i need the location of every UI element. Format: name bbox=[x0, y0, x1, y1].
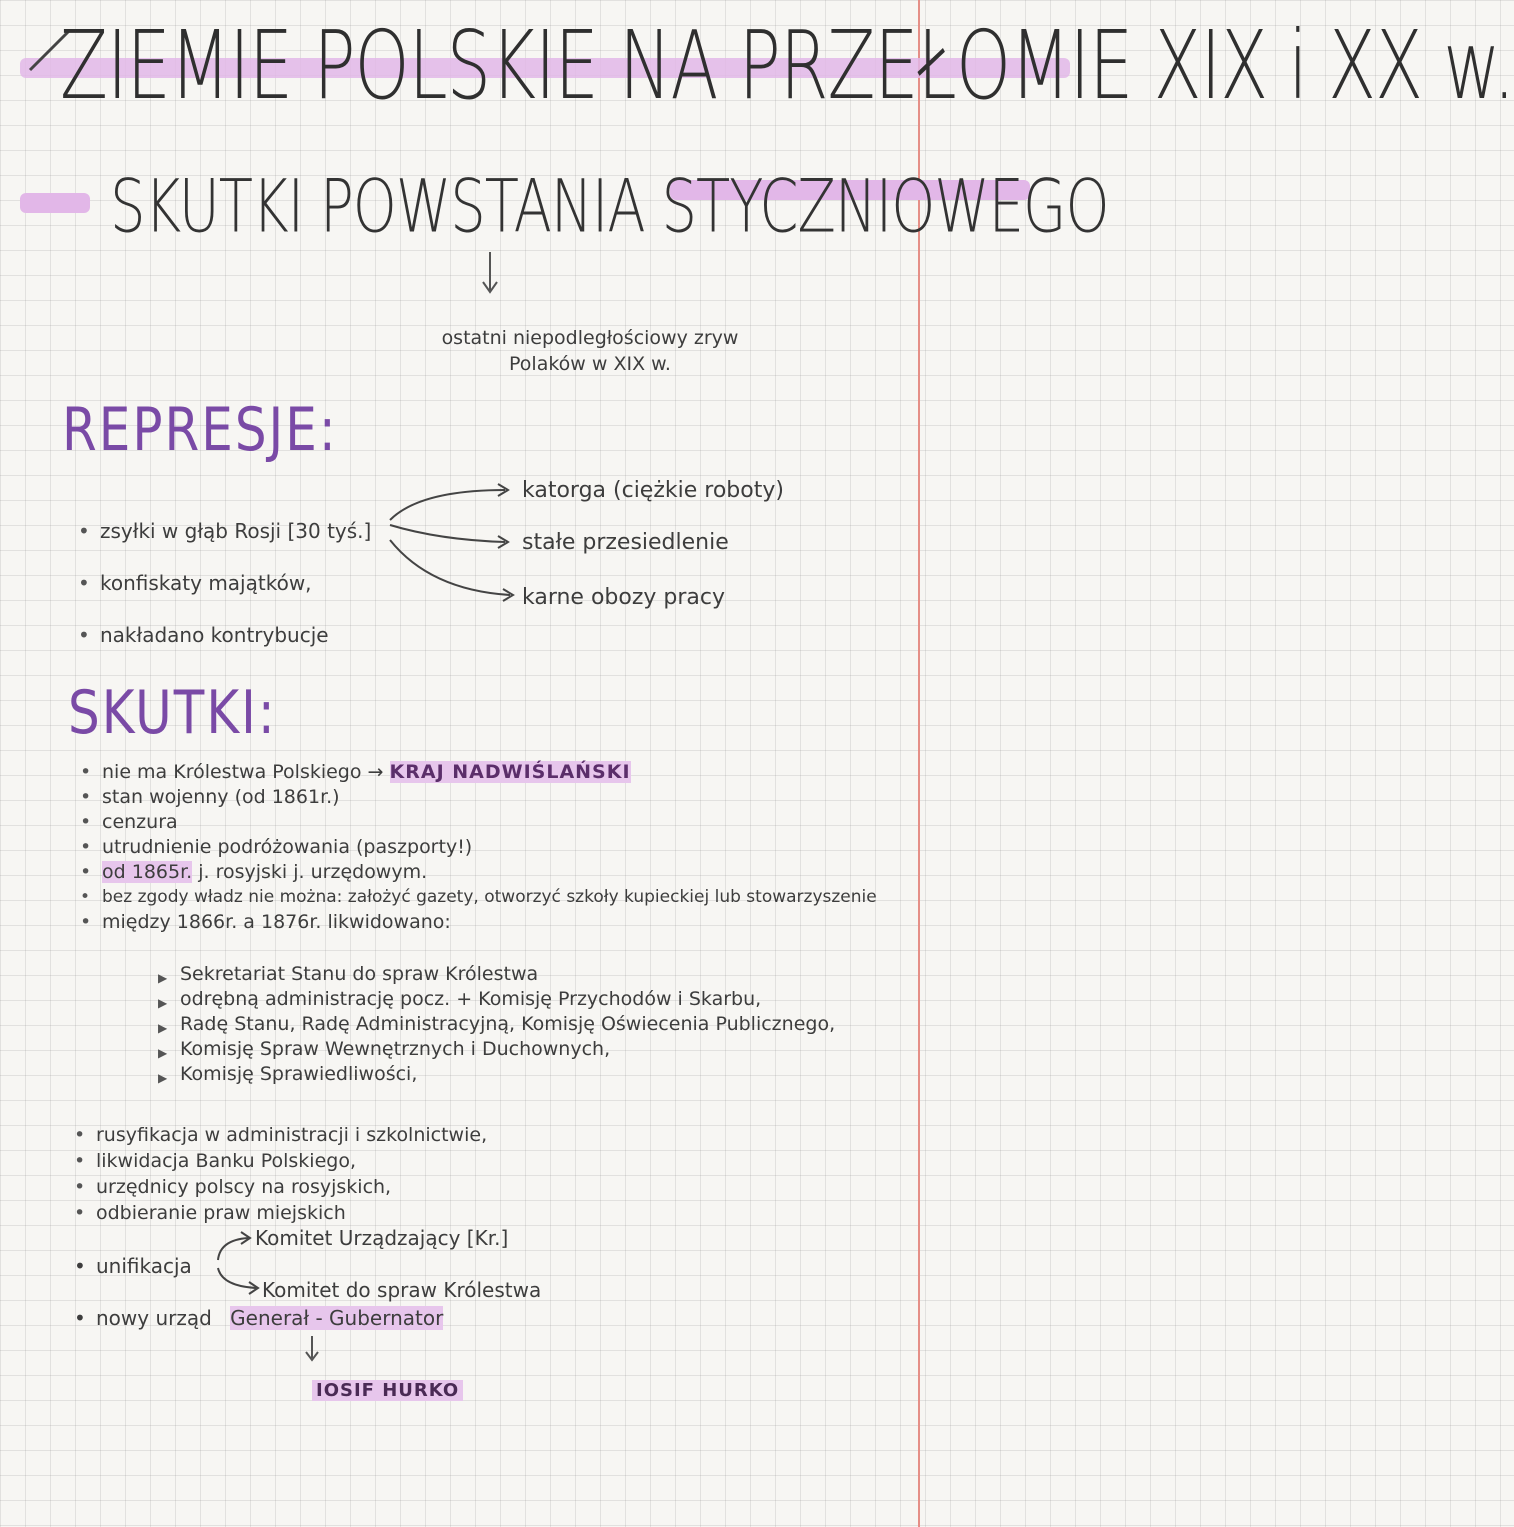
subtitle-highlight-left bbox=[20, 193, 90, 213]
subtitle-note: ostatni niepodległościowy zryw Polaków w XIX w. bbox=[441, 327, 739, 375]
sub-list-item: ▶ Radę Stanu, Radę Administracyjną, Komisję Oświecenia Publicznego, bbox=[180, 1012, 835, 1037]
branch-label-przesiedlenie: stałe przesiedlenie bbox=[522, 530, 729, 555]
skutki-list-2 bbox=[96, 1122, 487, 1226]
highlight-general-gubernator: Generał - Gubernator bbox=[230, 1306, 444, 1330]
list-item: • cenzura bbox=[102, 810, 877, 835]
down-arrow-icon bbox=[478, 250, 502, 295]
list-item-text: nie ma Królestwa Polskiego → bbox=[102, 761, 384, 783]
unifikacja-item: • unifikacja bbox=[74, 1254, 192, 1278]
nowy-urzad-item: • nowy urząd Generał - Gubernator bbox=[74, 1306, 444, 1330]
sub-list-item: ▶ Komisję Spraw Wewnętrznych i Duchownych, bbox=[180, 1037, 835, 1062]
list-item: • utrudnienie podróżowania (paszporty!) bbox=[102, 835, 877, 860]
highlight-kraj-nadwislanski: KRAJ NADWIŚLAŃSKI bbox=[389, 761, 631, 783]
list-item-text: j. rosyjski j. urzędowym. bbox=[198, 861, 428, 883]
branch-arrows bbox=[380, 480, 530, 610]
sub-list-item: ▶ odrębną administrację pocz. + Komisję Przychodów i Skarbu, bbox=[180, 987, 835, 1012]
list-item: • likwidacja Banku Polskiego, bbox=[96, 1148, 487, 1174]
page-subtitle: SKUTKI POWSTANIA STYCZNIOWEGO bbox=[110, 165, 1109, 250]
list-item: • nakładano kontrybucje bbox=[100, 609, 371, 661]
list-item: • między 1866r. a 1876r. likwidowano: bbox=[102, 910, 877, 935]
down-arrow-icon-2 bbox=[302, 1334, 322, 1364]
branch-label-obozy: karne obozy pracy bbox=[522, 585, 726, 610]
list-item: • odbieranie praw miejskich bbox=[96, 1200, 487, 1226]
highlight-date: od 1865r. bbox=[102, 861, 193, 883]
branch-label-katorga: katorga (ciężkie roboty) bbox=[522, 478, 784, 503]
skutki-heading: SKUTKI: bbox=[68, 678, 277, 748]
list-item bbox=[102, 760, 877, 785]
list-item: • stan wojenny (od 1861r.) bbox=[102, 785, 877, 810]
unifikacja-label: unifikacja bbox=[96, 1254, 192, 1278]
page-title: ZIEMIE POLSKIE NA PRZEŁOMIE XIX i XX w. bbox=[60, 10, 1514, 121]
represje-list bbox=[100, 505, 371, 661]
unifikacja-branch-2: Komitet do spraw Królestwa bbox=[262, 1278, 542, 1302]
nowy-urzad-label: nowy urząd bbox=[96, 1306, 212, 1330]
skutki-list bbox=[102, 760, 877, 935]
list-item: • rusyfikacja w administracji i szkolnictwie, bbox=[96, 1122, 487, 1148]
sub-list-item: ▶ Sekretariat Stanu do spraw Królestwa bbox=[180, 962, 835, 987]
list-item: • urzędnicy polscy na rosyjskich, bbox=[96, 1174, 487, 1200]
person-name: IOSIF HURKO bbox=[312, 1380, 463, 1401]
represje-heading: REPRESJE: bbox=[62, 395, 338, 465]
sub-list-item: ▶ Komisję Sprawiedliwości, bbox=[180, 1062, 835, 1087]
list-item: • konfiskaty majątków, bbox=[100, 557, 371, 609]
list-item: • zsyłki w głąb Rosji [30 tyś.] bbox=[100, 505, 371, 557]
unifikacja-branch-1: Komitet Urządzający [Kr.] bbox=[255, 1226, 509, 1250]
skutki-sub-list bbox=[180, 962, 835, 1087]
list-item: • bez zgody władz nie można: założyć gazety, otworzyć szkoły kupieckiej lub stowarzyszenie bbox=[102, 885, 877, 910]
list-item bbox=[102, 860, 877, 885]
